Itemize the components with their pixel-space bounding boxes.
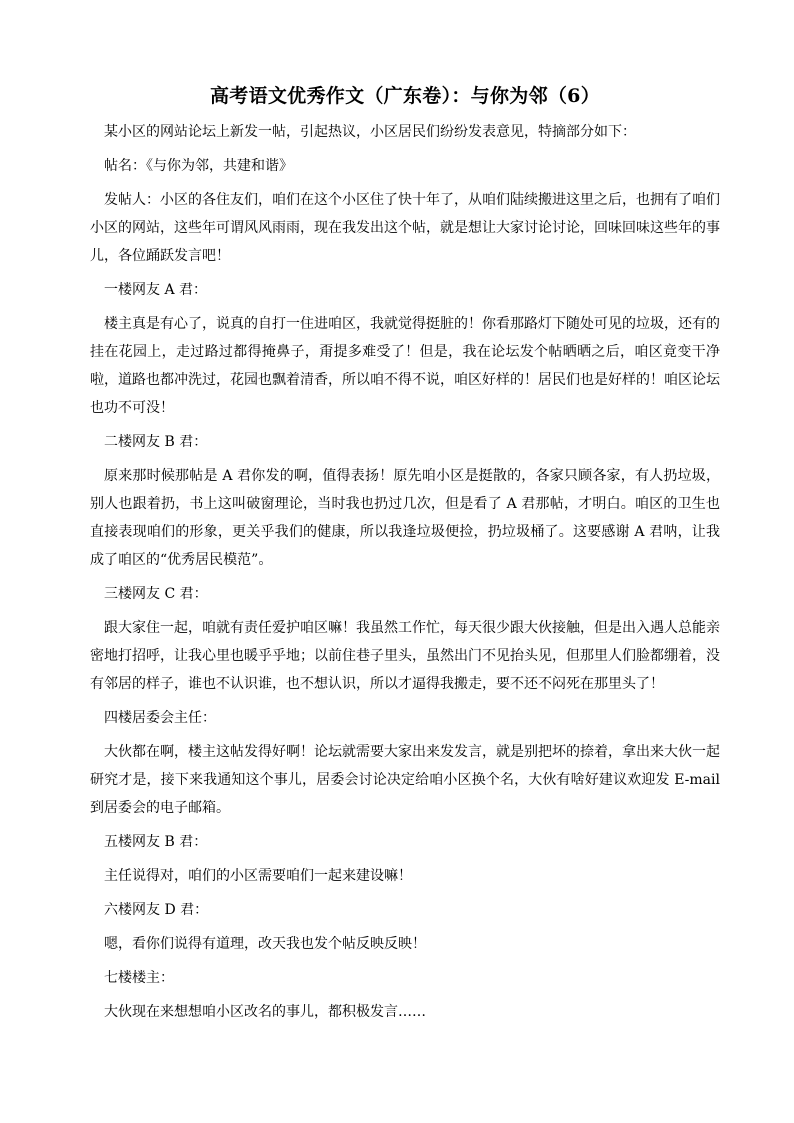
reply-header: 三楼网友 C 君： [104,586,208,602]
original-post: 发帖人：小区的各住友们，咱们在这个小区住了快十年了，从咱们陆续搬进这里之后，也拥有了咱们小区的网站，这些年可谓风风雨雨，现在我发出这个帖，就是想让大家讨论讨论，回味回味这些年的事儿，各位踊跃发言吧！ [90,192,720,264]
reply-header: 七楼楼主： [104,970,174,986]
reply-header: 六楼网友 D 君： [104,902,209,918]
reply-body: 跟大家住一起，咱就有责任爱护咱区嘛！我虽然工作忙，每天很少跟大伙接触，但是出入遇人总能亲密地打招呼，让我心里也暖乎乎地；以前住巷子里头，虽然出门不见抬头见，但那里人们脸都绷着，没有邻居的样子，谁也不认识谁，也不想认识，所以才逼得我搬走，要不还不闷死在那里头了！ [90,620,720,692]
reply-header: 四楼居委会主任： [104,710,216,726]
reply-body: 嗯，看你们说得有道理，改天我也发个帖反映反映！ [104,936,426,952]
reply-body: 大伙现在来想想咱小区改名的事儿，都积极发言…… [104,1004,426,1020]
document-title: 高考语文优秀作文（广东卷）：与你为邻（6） [209,85,601,107]
reply-body: 楼主真是有心了，说真的自打一住进咱区，我就觉得挺脏的！你看那路灯下随处可见的垃圾，还有的挂在花园上，走过路过都得掩鼻子，甭提多难受了！但是，我在论坛发个帖晒晒之后，咱区竟变干净啦，道路也都冲洗过，花园也飘着清香，所以咱不得不说，咱区好样的！居民们也是好样的！咱区论坛也功不可没！ [90,316,720,416]
reply-body: 大伙都在啊，楼主这帖发得好啊！论坛就需要大家出来发发言，就是别把坏的捺着，拿出来大伙一起研究才是，接下来我通知这个事儿，居委会讨论决定给咱小区换个名，大伙有啥好建议欢迎发 E-mail 到居委会的电子邮箱。 [90,744,720,816]
reply-header: 五楼网友 B 君： [104,834,208,850]
document-page [90,82,720,1026]
reply-body: 主任说得对，咱们的小区需要咱们一起来建设嘛！ [104,868,412,884]
intro-paragraph: 某小区的网站论坛上新发一帖，引起热议，小区居民们纷纷发表意见，特摘部分如下： [104,124,636,140]
reply-header: 一楼网友 A 君： [104,282,208,298]
reply-body: 原来那时候那帖是 A 君你发的啊，值得表扬！原先咱小区是挺散的，各家只顾各家，有人扔垃圾，别人也跟着扔，书上这叫破窗理论，当时我也扔过几次，但是看了 A 君那帖，才明白。咱区的卫生也直接表现咱们的形象，更关乎我们的健康，所以我逢垃圾便捡，扔垃圾桶了。这要感谢 A 君呐，让我成了咱区的“优秀居民模范”。 [90,468,720,568]
reply-header: 二楼网友 B 君： [104,434,208,450]
post-title: 帖名：《与你为邻，共建和谐》 [104,158,293,174]
